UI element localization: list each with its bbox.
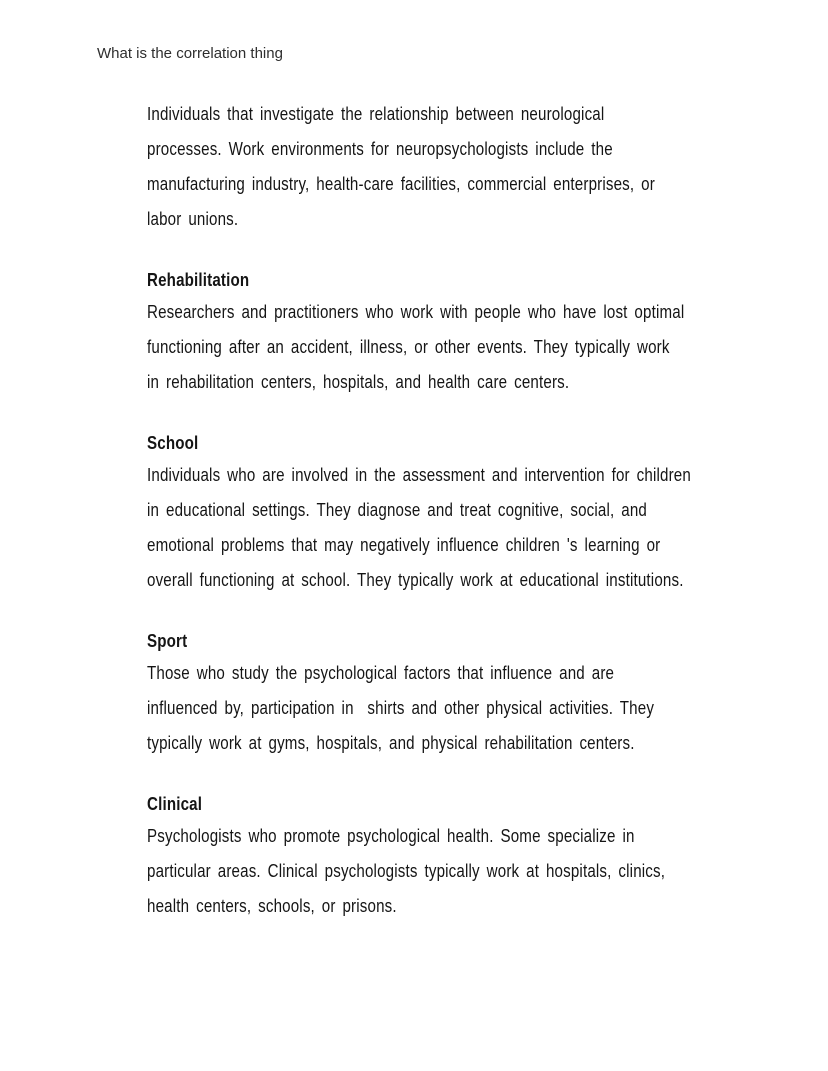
- section-sport: [147, 626, 787, 761]
- paragraph-line: health centers, schools, or prisons.: [147, 896, 397, 916]
- paragraph-line: in educational settings. They diagnose and treat cognitive, social, and: [147, 500, 647, 520]
- section-school: [147, 428, 787, 598]
- paragraph-line: particular areas. Clinical psychologists typically work at hospitals, clinics,: [147, 861, 666, 881]
- paragraph-line: labor unions.: [147, 209, 239, 229]
- paragraph-line: functioning after an accident, illness, or other events. They typically work: [147, 337, 670, 357]
- paragraph-line: influenced by, participation in shirts and other physical activities. They: [147, 698, 655, 718]
- paragraph-line: overall functioning at school. They typically work at educational institutions.: [147, 570, 684, 590]
- section-clinical: [147, 789, 787, 924]
- paragraph-line: manufacturing industry, health-care facilities, commercial enterprises, or: [147, 174, 655, 194]
- section-heading: Clinical: [147, 794, 203, 814]
- section-rehabilitation: [147, 265, 787, 400]
- paragraph-line: Individuals who are involved in the assessment and intervention for children: [147, 465, 691, 485]
- paragraph-line: Psychologists who promote psychological health. Some specialize in: [147, 826, 635, 846]
- section-intro: [147, 97, 787, 237]
- paragraph-line: processes. Work environments for neuropsychologists include the: [147, 139, 613, 159]
- paragraph-line: in rehabilitation centers, hospitals, and health care centers.: [147, 372, 570, 392]
- paragraph-line: typically work at gyms, hospitals, and physical rehabilitation centers.: [147, 733, 635, 753]
- document-body: [147, 97, 787, 924]
- document-header-title: What is the correlation thing: [97, 45, 283, 62]
- section-heading: Rehabilitation: [147, 270, 250, 290]
- paragraph-line: Individuals that investigate the relationship between neurological: [147, 104, 605, 124]
- paragraph-line: Those who study the psychological factors that influence and are: [147, 663, 615, 683]
- paragraph-line: emotional problems that may negatively influence children 's learning or: [147, 535, 661, 555]
- paragraph-line: Researchers and practitioners who work with people who have lost optimal: [147, 302, 685, 322]
- section-heading: School: [147, 433, 199, 453]
- section-heading: Sport: [147, 631, 188, 651]
